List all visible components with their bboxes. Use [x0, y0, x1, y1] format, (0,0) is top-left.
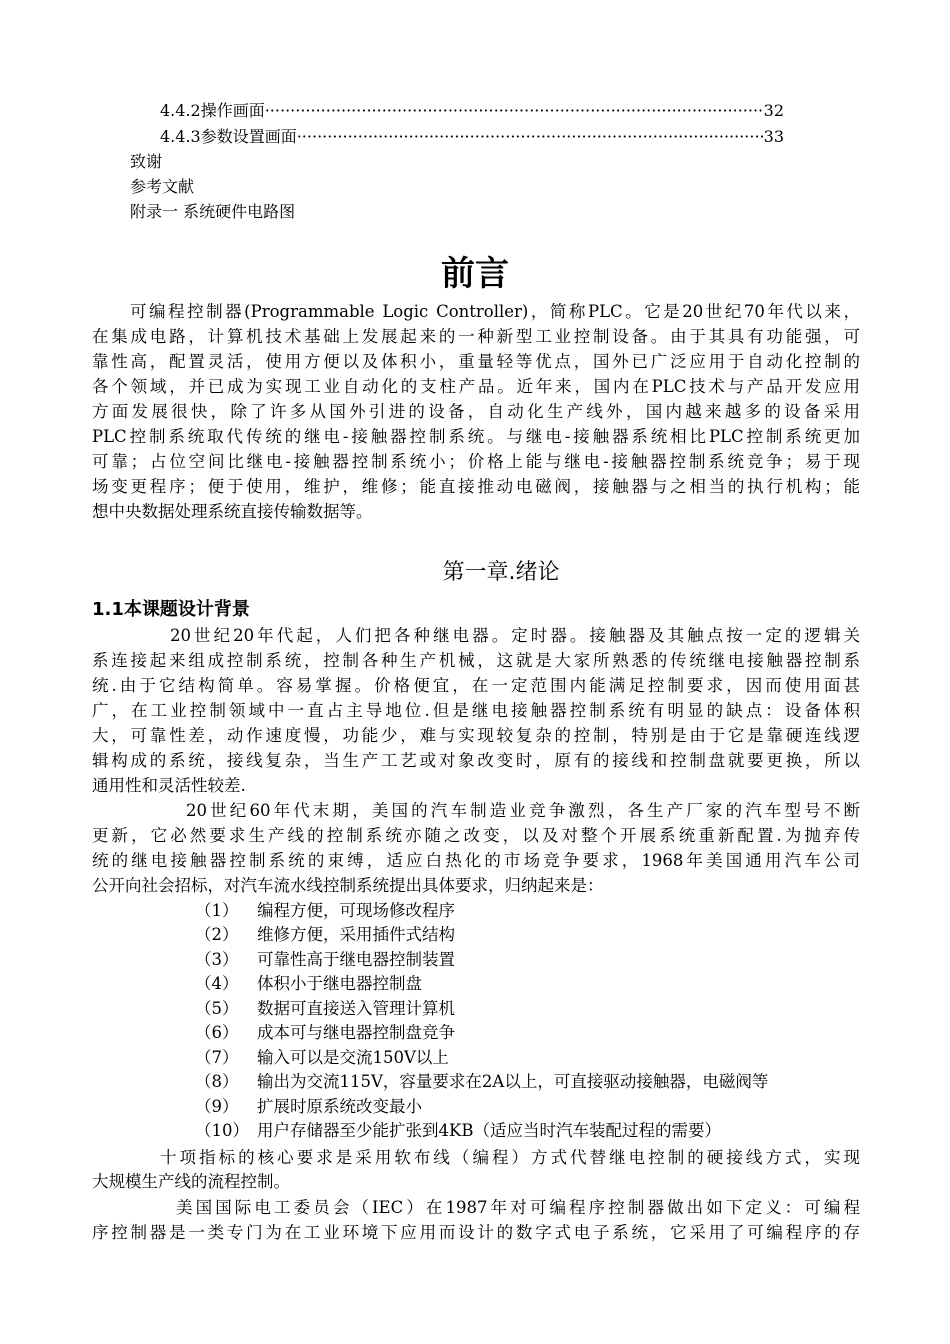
- preface-line: 想中央数据处理系统直接传输数据等。: [92, 502, 373, 521]
- list-item-number: （2）: [195, 925, 239, 944]
- toc-leader-dots: [265, 99, 764, 123]
- list-item-text: 体积小于继电器控制盘: [257, 974, 422, 993]
- paragraph-line: 辑构成的系统，接线复杂，当生产工艺或对象改变时，原有的接线和控制盘就要更换，所以: [92, 751, 860, 770]
- paragraph-line: 统的继电接触器控制系统的束缚，适应白热化的市场竞争要求，1968年美国通用汽车公司: [92, 851, 860, 870]
- list-item-number: （8）: [195, 1072, 239, 1091]
- paragraph-line: 通用性和灵活性较差.: [92, 776, 246, 795]
- preface-line: 场变更程序；便于使用，维护，维修；能直接推动电磁阀，接触器与之相当的执行机构；能: [92, 477, 860, 496]
- list-item-text: 维修方便，采用插件式结构: [257, 925, 455, 944]
- list-item: [195, 898, 455, 923]
- list-item: [195, 1118, 721, 1143]
- preface-line: 靠性高，配置灵活，使用方便以及体积小，重量轻等优点，国外已广泛应用于自动化控制的: [92, 352, 860, 371]
- list-item-text: 成本可与继电器控制盘竞争: [257, 1023, 455, 1042]
- toc-leader-dots: [297, 125, 764, 149]
- list-item-text: 输入可以是交流150V以上: [257, 1048, 449, 1067]
- list-item: [195, 996, 455, 1021]
- preface-line: 可编程控制器(Programmable Logic Controller)，简称PLC。它是20世纪70年代以来，: [130, 302, 860, 321]
- chapter-title: 第一章.绪论: [442, 560, 560, 585]
- toc-entry-label: 4.4.3参数设置画面: [160, 127, 297, 146]
- list-item: [195, 922, 455, 947]
- list-item-number: （3）: [195, 950, 239, 969]
- preface-line: 可靠；占位空间比继电-接触器控制系统小；价格上能与继电-接触器控制系统竞争；易于现: [92, 452, 860, 471]
- list-item-number: （5）: [195, 999, 239, 1018]
- list-item-number: （1）: [195, 901, 239, 920]
- list-item-text: 数据可直接送入管理计算机: [257, 999, 455, 1018]
- paragraph-line: 20世纪20年代起，人们把各种继电器。定时器。接触器及其触点按一定的逻辑关: [170, 626, 860, 645]
- list-item-number: （6）: [195, 1023, 239, 1042]
- list-item: [195, 1069, 768, 1094]
- list-item-number: （4）: [195, 974, 239, 993]
- preface-line: 方面发展很快，除了许多从国外引进的设备，自动化生产线外，国内越来越多的设备采用: [92, 402, 860, 421]
- paragraph-line: 美国国际电工委员会（IEC）在1987年对可编程序控制器做出如下定义：可编程: [176, 1198, 860, 1217]
- list-item-number: （9）: [195, 1097, 239, 1116]
- list-item: [195, 947, 455, 972]
- list-item-number: （7）: [195, 1048, 239, 1067]
- list-item: [195, 1094, 422, 1119]
- preface-line: PLC控制系统取代传统的继电-接触器控制系统。与继电-接触器系统相比PLC控制系统更加: [92, 427, 860, 446]
- toc-entry-references[interactable]: 参考文献: [130, 177, 195, 196]
- paragraph-line: 统.由于它结构简单。容易掌握。价格便宜，在一定范围内能满足控制要求，因而使用面甚: [92, 676, 860, 695]
- toc-entry-label: 4.4.2操作画面: [160, 101, 265, 120]
- paragraph-line: 系连接起来组成控制系统，控制各种生产机械，这就是大家所熟悉的传统继电接触器控制系: [92, 651, 860, 670]
- preface-line: 各个领域，并已成为实现工业自动化的支柱产品。近年来，国内在PLC技术与产品开发应用: [92, 377, 860, 396]
- toc-entry-page: 32: [763, 101, 784, 120]
- list-item: [195, 1045, 449, 1070]
- toc-entry-acknowledgements[interactable]: 致谢: [130, 152, 163, 171]
- paragraph-line: 大，可靠性差，动作速度慢，功能少，难与实现较复杂的控制，特别是由于它是靠硬连线逻: [92, 726, 860, 745]
- toc-entry-page: 33: [763, 127, 784, 146]
- list-item-text: 用户存储器至少能扩张到4KB（适应当时汽车装配过程的需要）: [257, 1121, 721, 1140]
- section-title: 1.1本课题设计背景: [92, 599, 250, 620]
- list-item-text: 输出为交流115V，容量要求在2A以上，可直接驱动接触器，电磁阀等: [257, 1072, 769, 1091]
- paragraph-line: 更新，它必然要求生产线的控制系统亦随之改变，以及对整个开展系统重新配置.为抛弃传: [92, 826, 860, 845]
- paragraph-line: 20世纪60年代末期，美国的汽车制造业竞争激烈，各生产厂家的汽车型号不断: [186, 801, 860, 820]
- paragraph-line: 序控制器是一类专门为在工业环境下应用而设计的数字式电子系统，它采用了可编程序的存: [92, 1223, 860, 1242]
- paragraph-line: 广，在工业控制领域中一直占主导地位.但是继电接触器控制系统有明显的缺点：设备体积: [92, 701, 860, 720]
- preface-line: 在集成电路，计算机技术基础上发展起来的一种新型工业控制设备。由于其具有功能强，可: [92, 327, 860, 346]
- list-item: [195, 1020, 455, 1045]
- paragraph-line: 公开向社会招标，对汽车流水线控制系统提出具体要求，归纳起来是：: [92, 876, 604, 895]
- toc-entry[interactable]: [160, 125, 784, 149]
- list-item: [195, 971, 422, 996]
- list-item-text: 扩展时原系统改变最小: [257, 1097, 422, 1116]
- list-item-text: 可靠性高于继电器控制装置: [257, 950, 455, 969]
- paragraph-line: 大规模生产线的流程控制。: [92, 1172, 290, 1191]
- list-item-text: 编程方便，可现场修改程序: [257, 901, 455, 920]
- list-item-number: （10）: [195, 1121, 249, 1140]
- toc-entry[interactable]: [160, 99, 784, 123]
- paragraph-line: 十项指标的核心要求是采用软布线（编程）方式代替继电控制的硬接线方式，实现: [160, 1148, 860, 1167]
- preface-title: 前言: [441, 254, 509, 294]
- toc-entry-appendix[interactable]: 附录一 系统硬件电路图: [130, 202, 296, 221]
